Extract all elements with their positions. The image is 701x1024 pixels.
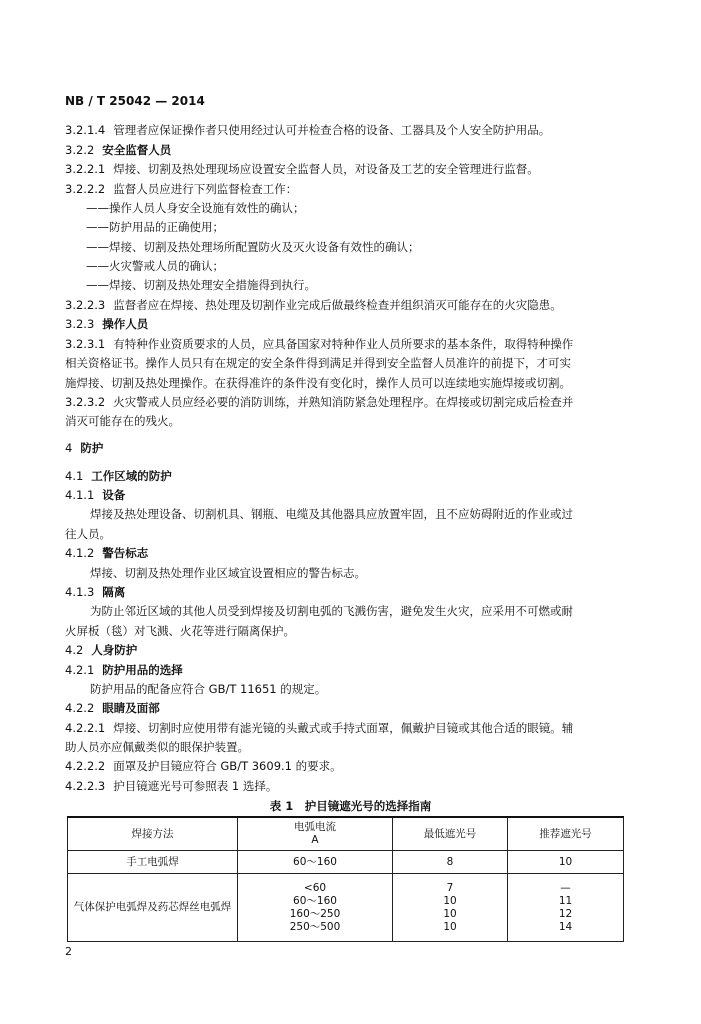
cell-current: <60 60～160 160～250 250～500 — [238, 874, 393, 942]
clause-text: ——焊接、切割及热处理场所配置防火及灭火设备有效性的确认； — [86, 240, 420, 254]
table-row — [68, 851, 624, 874]
header-min-shade: 最低遮光号 — [393, 817, 508, 851]
clause-text: 防护用品的选择 — [102, 663, 183, 677]
text-line — [65, 123, 550, 137]
text-line — [65, 585, 125, 599]
clause-text: ——火灾警戒人员的确认； — [86, 259, 224, 273]
clause-text: ——焊接、切割及热处理安全措施得到执行。 — [86, 278, 316, 292]
clause-number: 3.2.3.1 — [65, 337, 106, 351]
text-line — [65, 298, 562, 312]
standard-code-header: NB / T 25042 — 2014 — [65, 94, 205, 108]
text-line — [65, 488, 125, 502]
text-line — [65, 643, 137, 657]
clause-text: 面罩及护目镜应符合 GB/T 3609.1 的要求。 — [113, 759, 342, 773]
cell-method: 手工电弧焊 — [68, 851, 238, 874]
clause-number: 4.1.1 — [65, 488, 95, 502]
text-line — [86, 278, 316, 292]
clause-text: 焊接、切割时应使用带有滤光镜的头戴式或手持式面罩，佩戴护目镜或其他合适的眼镜。辅 — [113, 721, 574, 735]
cell-min-shade: 8 — [393, 851, 508, 874]
page-number: 2 — [65, 945, 72, 958]
text-line — [65, 162, 539, 176]
clause-number: 4.2 — [65, 643, 84, 657]
cell-current: 60～160 — [238, 851, 393, 874]
shade-selection-table — [67, 816, 624, 942]
text-line — [65, 469, 172, 483]
clause-number: 4.2.2.2 — [65, 759, 106, 773]
clause-number: 4.2.2 — [65, 701, 95, 715]
text-line — [65, 759, 342, 773]
text-line — [65, 546, 148, 560]
clause-text: 操作人员 — [102, 317, 149, 331]
text-line — [86, 259, 224, 273]
cell-method: 气体保护电弧焊及药芯焊丝电弧焊 — [68, 874, 238, 942]
text-line — [65, 356, 571, 370]
table-row — [68, 874, 624, 942]
clause-text: 焊接、切割及热处理现场应设置安全监督人员，对设备及工艺的安全管理进行监督。 — [113, 162, 539, 176]
clause-text: 管理者应保证操作者只使用经过认可并检查合格的设备、工器具及个人安全防护用品。 — [113, 123, 551, 137]
text-line — [65, 414, 180, 428]
clause-text: 监督人员应进行下列监督检查工作： — [113, 182, 298, 196]
clause-text: 有特种作业资质要求的人员，应具备国家对特种作业人员所要求的基本条件，取得特种操作 — [113, 337, 574, 351]
clause-number: 3.2.2.3 — [65, 298, 106, 312]
clause-text: ——操作人员人身安全设施有效性的确认； — [86, 201, 305, 215]
text-line — [65, 395, 573, 409]
clause-text: 安全监督人员 — [102, 143, 172, 157]
clause-number: 4.1.2 — [65, 546, 95, 560]
header-method: 焊接方法 — [68, 817, 238, 851]
text-line — [65, 624, 295, 638]
cell-min-shade: 7 10 10 10 — [393, 874, 508, 942]
text-line — [65, 182, 297, 196]
text-line — [90, 507, 573, 521]
cell-recommended-shade: — 11 12 14 — [508, 874, 624, 942]
clause-text: 监督者应在焊接、热处理及切割作业完成后做最终检查并组织消灭可能存在的火灾隐患。 — [113, 298, 562, 312]
text-line — [65, 701, 160, 715]
text-line — [86, 240, 420, 254]
text-line — [65, 663, 183, 677]
clause-text: 火屏板（毯）对飞溅、火花等进行隔离保护。 — [65, 624, 295, 638]
clause-number: 4.2.2.3 — [65, 779, 106, 793]
clause-number: 4.2.1 — [65, 663, 95, 677]
text-line — [90, 682, 326, 696]
clause-text: 焊接、切割及热处理作业区域宜设置相应的警告标志。 — [90, 566, 366, 580]
text-line — [65, 376, 571, 390]
clause-text: 施焊接、切割及热处理操作。在获得准许的条件没有变化时，操作人员可以连续地实施焊接或切割。 — [65, 376, 571, 390]
clause-text: 防护 — [80, 441, 104, 455]
clause-number: 3.2.2.1 — [65, 162, 106, 176]
clause-text: 相关资格证书。操作人员只有在规定的安全条件得到满足并得到安全监督人员准许的前提下，才可实 — [65, 356, 571, 370]
clause-text: 消灭可能存在的残火。 — [65, 414, 180, 428]
clause-number: 4.2.2.1 — [65, 721, 106, 735]
text-line — [65, 317, 148, 331]
table-caption: 表 1 护目镜遮光号的选择指南 — [269, 799, 432, 813]
clause-number: 4.1 — [65, 469, 84, 483]
clause-text: 防护用品的配备应符合 GB/T 11651 的规定。 — [90, 682, 327, 696]
clause-text: 往人员。 — [65, 527, 111, 541]
clause-text: 警告标志 — [102, 546, 149, 560]
clause-text: 人身防护 — [91, 643, 138, 657]
clause-number: 3.2.3 — [65, 317, 95, 331]
clause-text: 火灾警戒人员应经必要的消防训练，并熟知消防紧急处理程序。在焊接或切割完成后检查并 — [113, 395, 574, 409]
clause-text: ——防护用品的正确使用； — [86, 220, 224, 234]
clause-text: 隔离 — [102, 585, 126, 599]
text-line — [65, 740, 249, 754]
clause-number: 4.1.3 — [65, 585, 95, 599]
clause-number: 3.2.2.2 — [65, 182, 106, 196]
clause-number: 3.2.2 — [65, 143, 95, 157]
text-line — [65, 527, 111, 541]
clause-text: 设备 — [102, 488, 126, 502]
clause-text: 为防止邻近区域的其他人员受到焊接及切割电弧的飞溅伤害，避免发生火灾，应采用不可燃或耐 — [90, 604, 573, 618]
text-line — [65, 779, 277, 793]
text-line — [65, 337, 573, 351]
clause-text: 焊接及热处理设备、切割机具、钢瓶、电缆及其他器具应放置牢固，且不应妨碍附近的作业或过 — [90, 507, 573, 521]
clause-number: 3.2.3.2 — [65, 395, 106, 409]
text-line — [65, 721, 573, 735]
text-line — [90, 604, 573, 618]
text-line — [86, 220, 224, 234]
text-line — [90, 566, 366, 580]
clause-text: 工作区域的防护 — [91, 469, 172, 483]
clause-number: 4 — [65, 441, 73, 455]
text-line — [65, 143, 171, 157]
clause-text: 助人员亦应佩戴类似的眼保护装置。 — [65, 740, 249, 754]
cell-recommended-shade: 10 — [508, 851, 624, 874]
header-recommended-shade: 推荐遮光号 — [508, 817, 624, 851]
clause-text: 护目镜遮光号可参照表 1 选择。 — [113, 779, 278, 793]
table-header-row — [68, 817, 624, 851]
header-current: 电弧电流 A — [238, 817, 393, 851]
clause-text: 眼睛及面部 — [102, 701, 160, 715]
text-line — [86, 201, 305, 215]
clause-number: 3.2.1.4 — [65, 123, 106, 137]
text-line — [65, 441, 103, 455]
